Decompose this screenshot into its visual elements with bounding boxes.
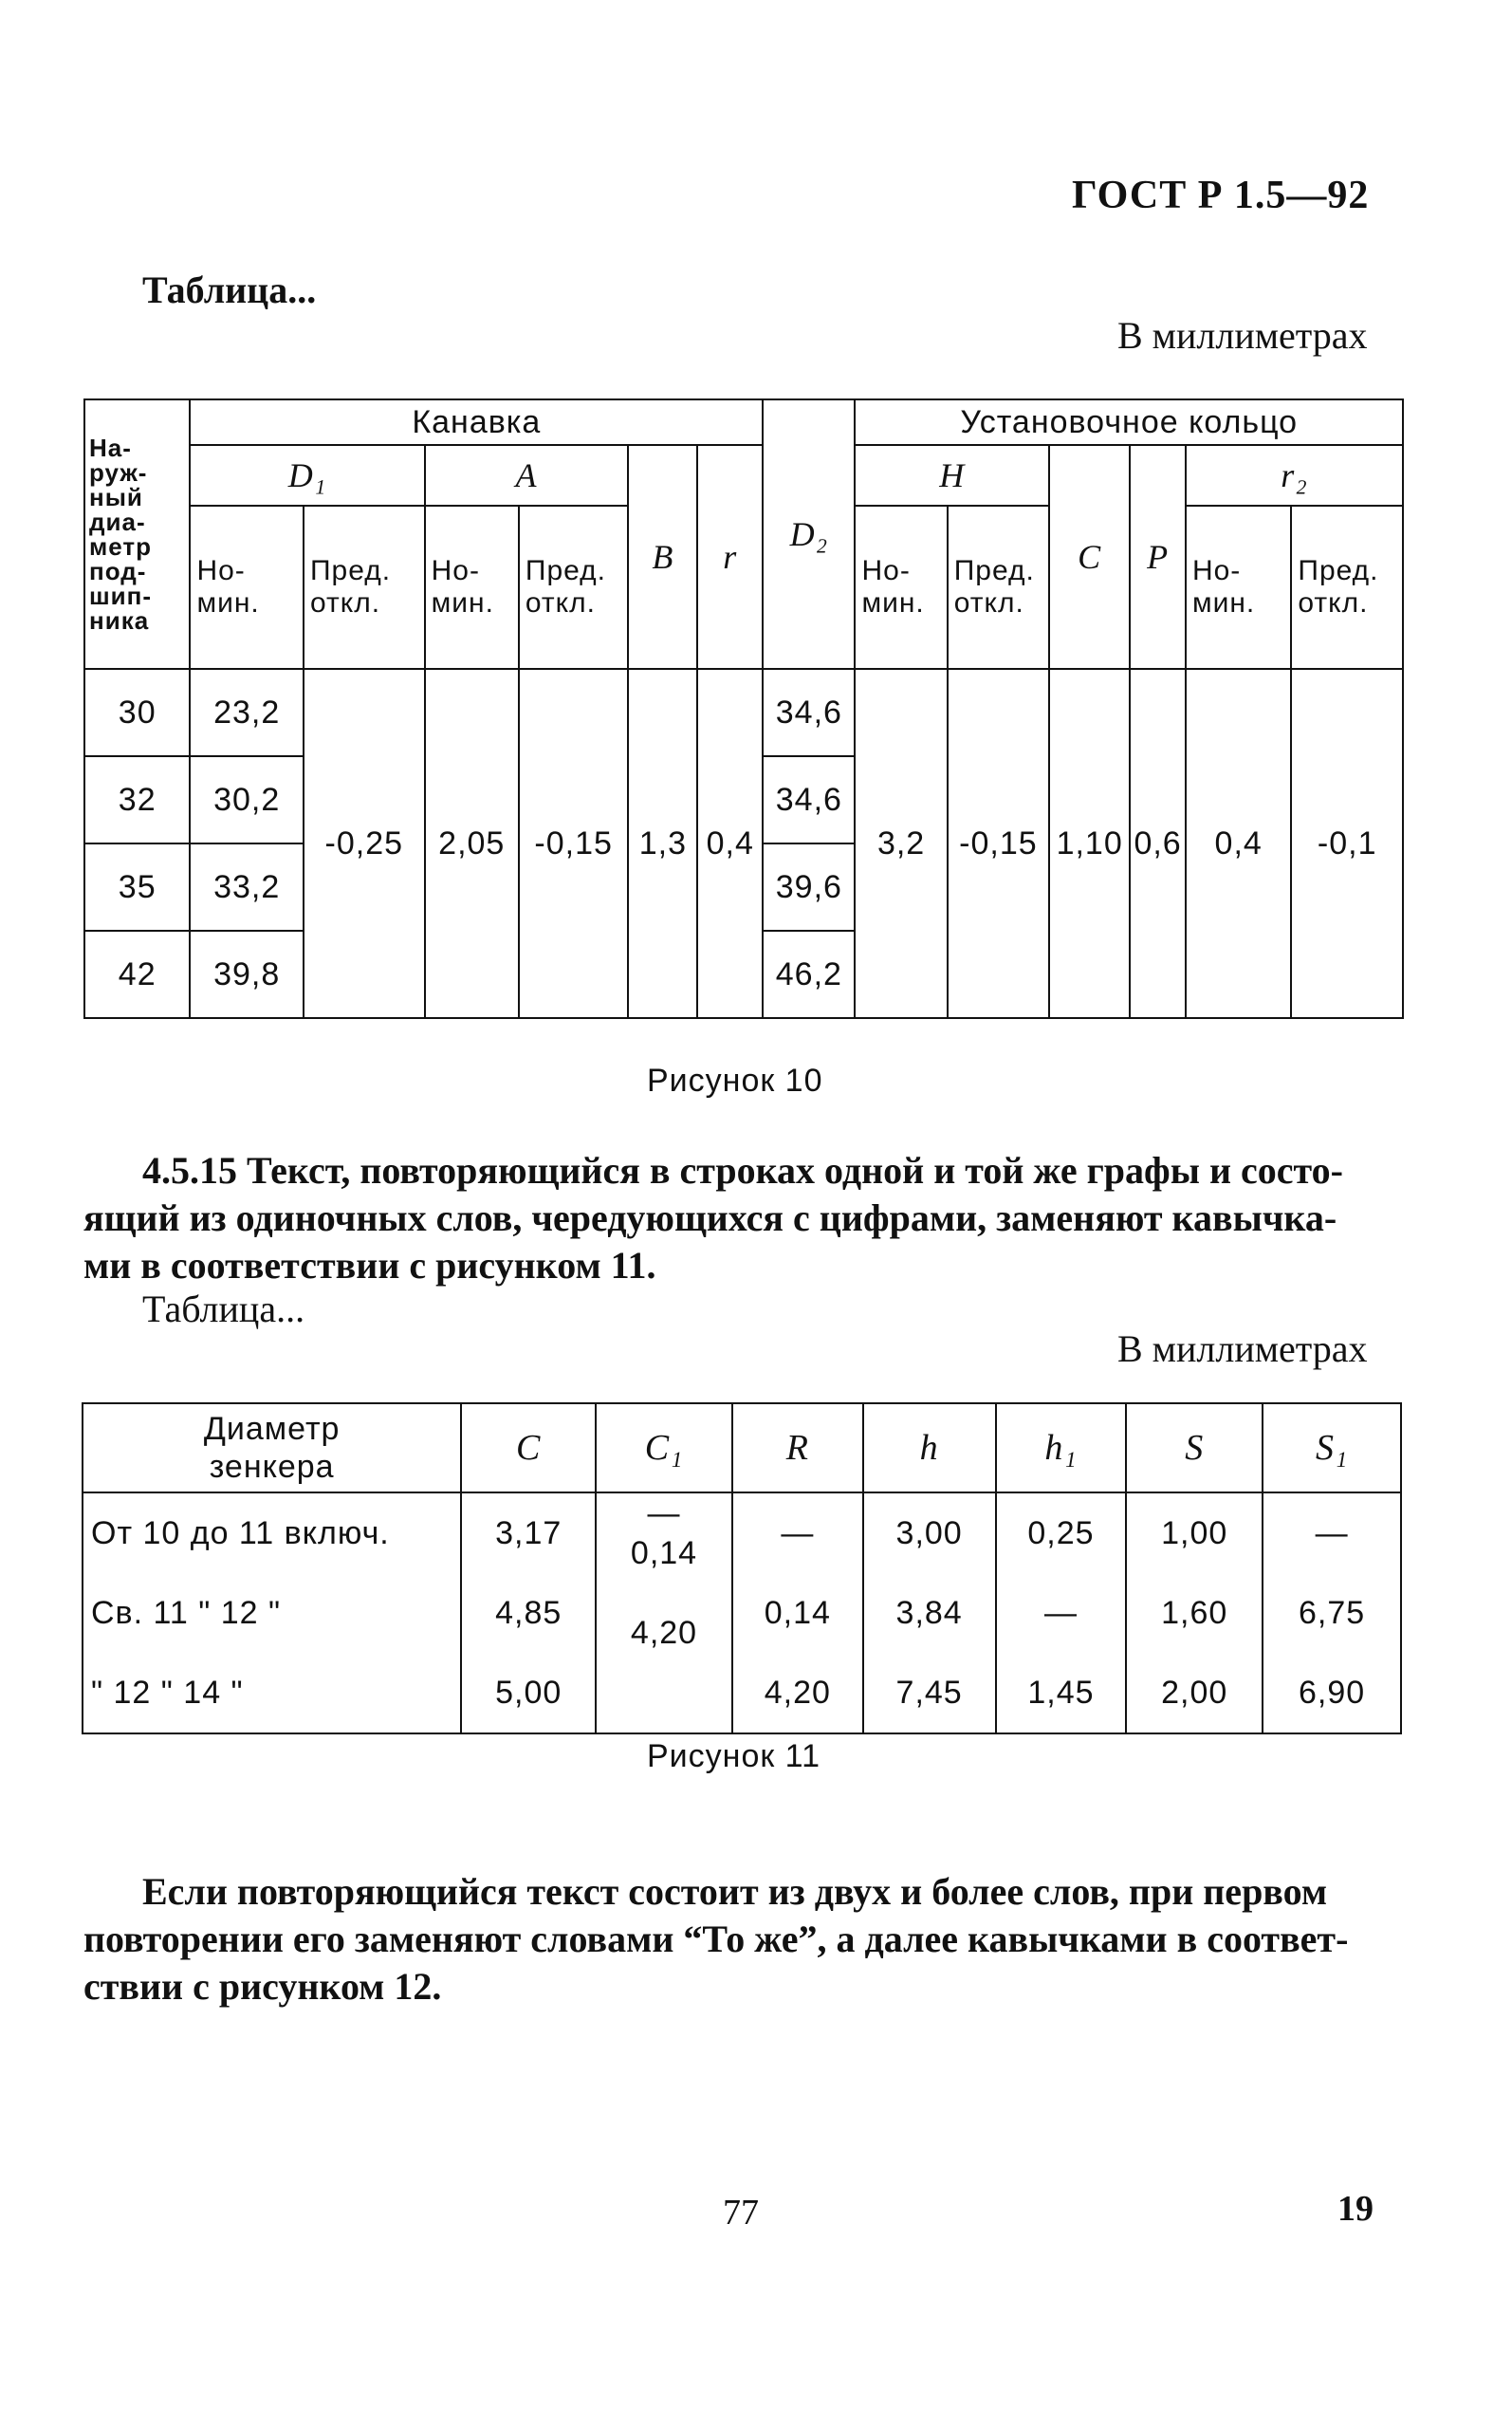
table1-header-r2-nom: Но- мин. (1186, 506, 1291, 669)
page-number-right: 19 (1337, 2189, 1374, 2229)
table2-cell-C: 5,00 (495, 1675, 562, 1711)
table2-cell-h: 3,84 (895, 1595, 963, 1631)
document-code: ГОСТ Р 1.5—92 (1072, 174, 1370, 217)
paragraph-repeat-line2: повторении его заменяют словами “То же”, а далее кавычками в соответ- (83, 1918, 1349, 1960)
table2-cell-h1: 1,45 (1027, 1675, 1095, 1711)
paragraph-repeat-line3: ствии с рисунком 12. (83, 1965, 442, 2008)
table2-cell-S: 1,60 (1161, 1595, 1228, 1631)
table2-header-diameter: Диаметр зенкера (83, 1403, 461, 1492)
table1-units: В миллиметрах (1117, 314, 1368, 357)
table1-cell-outer: 32 (84, 756, 190, 843)
figure11-caption: Рисунок 11 (647, 1738, 821, 1774)
table1-header-H-dev: Пред. откл. (948, 506, 1049, 669)
table1-header-ring: Установочное кольцо (855, 399, 1403, 445)
table2-cell-h1: 0,25 (1027, 1515, 1095, 1551)
table1-header-A-dev: Пред. откл. (519, 506, 628, 669)
page-number-center: 77 (723, 2193, 759, 2233)
table1-header-r2: r₂ (1186, 445, 1403, 506)
paragraph-4-5-15-line3: ми в соответствии с рисунком 11. (83, 1244, 656, 1287)
table1-cell-D1-nom: 23,2 (190, 669, 304, 756)
table1-header-D1-nom: Но- мин. (190, 506, 304, 669)
table2 (82, 1402, 1402, 1734)
table1-header-D1-dev: Пред. откл. (304, 506, 425, 669)
table1-header-D2: D₂ (763, 399, 855, 669)
table1-cell-H-dev: -0,15 (948, 669, 1049, 1018)
table1-cell-P: 0,6 (1130, 669, 1186, 1018)
table1-cell-D2: 46,2 (763, 931, 855, 1018)
table1-caption: Таблица... (142, 269, 317, 311)
table2-cell-S: 1,00 (1161, 1515, 1228, 1551)
table1-header-A-nom: Но- мин. (425, 506, 519, 669)
paragraph-4-5-15-line1: 4.5.15 Текст, повторяющийся в строках одной и той же графы и состо- (142, 1149, 1343, 1192)
table2-header-C: C (461, 1403, 596, 1492)
table2-header-h: h (863, 1403, 996, 1492)
table1-header-r2-dev: Пред. откл. (1291, 506, 1403, 669)
table1-cell-D1-nom: 39,8 (190, 931, 304, 1018)
table2-row-label: Св. 11 " 12 " (91, 1595, 282, 1631)
table1-cell-A-dev: -0,15 (519, 669, 628, 1018)
table1-cell-outer: 35 (84, 843, 190, 931)
table1-header-outer-diameter: На- руж- ный диа- метр под- шип- ника (84, 399, 190, 669)
table1-header-A: A (425, 445, 629, 506)
table2-caption: Таблица... (142, 1288, 305, 1330)
table1-cell-outer: 30 (84, 669, 190, 756)
table2-cell-h: 7,45 (895, 1675, 963, 1711)
paragraph-repeat-line1: Если повторяющийся текст состоит из двух и более слов, при первом (142, 1870, 1328, 1913)
table1-header-B: B (628, 445, 697, 669)
table2-header-S: S (1126, 1403, 1263, 1492)
table2-row-label: От 10 до 11 включ. (91, 1515, 390, 1551)
table1-header-D1: D₁ (190, 445, 424, 506)
table2-cell-C: 4,85 (495, 1595, 562, 1631)
table1-header-H-nom: Но- мин. (855, 506, 947, 669)
table2-row-label: " 12 " 14 " (91, 1675, 244, 1711)
table1-cell-D2: 34,6 (763, 756, 855, 843)
table2-cell-S1: 6,75 (1298, 1595, 1366, 1631)
table1-cell-C: 1,10 (1049, 669, 1130, 1018)
table1 (83, 398, 1404, 1019)
table1-header-H: H (855, 445, 1049, 506)
table2-cell-h: 3,00 (895, 1515, 963, 1551)
table2-cell-S: 2,00 (1161, 1675, 1228, 1711)
table1-header-C: C (1049, 445, 1130, 669)
table1-header-groove: Канавка (190, 399, 763, 445)
table1-cell-B: 1,3 (628, 669, 697, 1018)
table1-cell-D2: 39,6 (763, 843, 855, 931)
table2-cell-S1: 6,90 (1298, 1675, 1366, 1711)
table-row (83, 1492, 1401, 1733)
table-row (84, 669, 1403, 756)
table2-cell-C1: — (647, 1495, 681, 1531)
table2-cell-C: 3,17 (495, 1515, 562, 1551)
paragraph-4-5-15-line2: ящий из одиночных слов, чередующихся с цифрами, заменяют кавычка- (83, 1196, 1337, 1239)
table1-cell-D1-dev: -0,25 (304, 669, 425, 1018)
table2-cell-S1: — (1315, 1515, 1349, 1551)
table1-cell-D2: 34,6 (763, 669, 855, 756)
table1-cell-H-nom: 3,2 (855, 669, 947, 1018)
table2-cell-R: 0,14 (764, 1595, 831, 1631)
table2-header-h1: h₁ (996, 1403, 1127, 1492)
table1-cell-outer: 42 (84, 931, 190, 1018)
table2-cell-C1: 0,14 (630, 1535, 698, 1571)
table2-units: В миллиметрах (1117, 1327, 1368, 1370)
table1-cell-D1-nom: 33,2 (190, 843, 304, 931)
table2-header-R: R (732, 1403, 863, 1492)
table2-cell-R: — (781, 1515, 815, 1551)
table1-cell-A-nom: 2,05 (425, 669, 519, 1018)
table2-cell-C1: 4,20 (630, 1615, 698, 1651)
table2-header-C1: C₁ (596, 1403, 732, 1492)
table1-header-r: r (697, 445, 763, 669)
table1-cell-r2-nom: 0,4 (1186, 669, 1291, 1018)
table1-header-P: P (1130, 445, 1186, 669)
table2-cell-R: 4,20 (764, 1675, 831, 1711)
table1-cell-D1-nom: 30,2 (190, 756, 304, 843)
table2-cell-h1: — (1043, 1595, 1078, 1631)
table1-cell-r2-dev: -0,1 (1291, 669, 1403, 1018)
table1-cell-r: 0,4 (697, 669, 763, 1018)
table2-header-S1: S₁ (1263, 1403, 1401, 1492)
figure10-caption: Рисунок 10 (647, 1063, 823, 1099)
